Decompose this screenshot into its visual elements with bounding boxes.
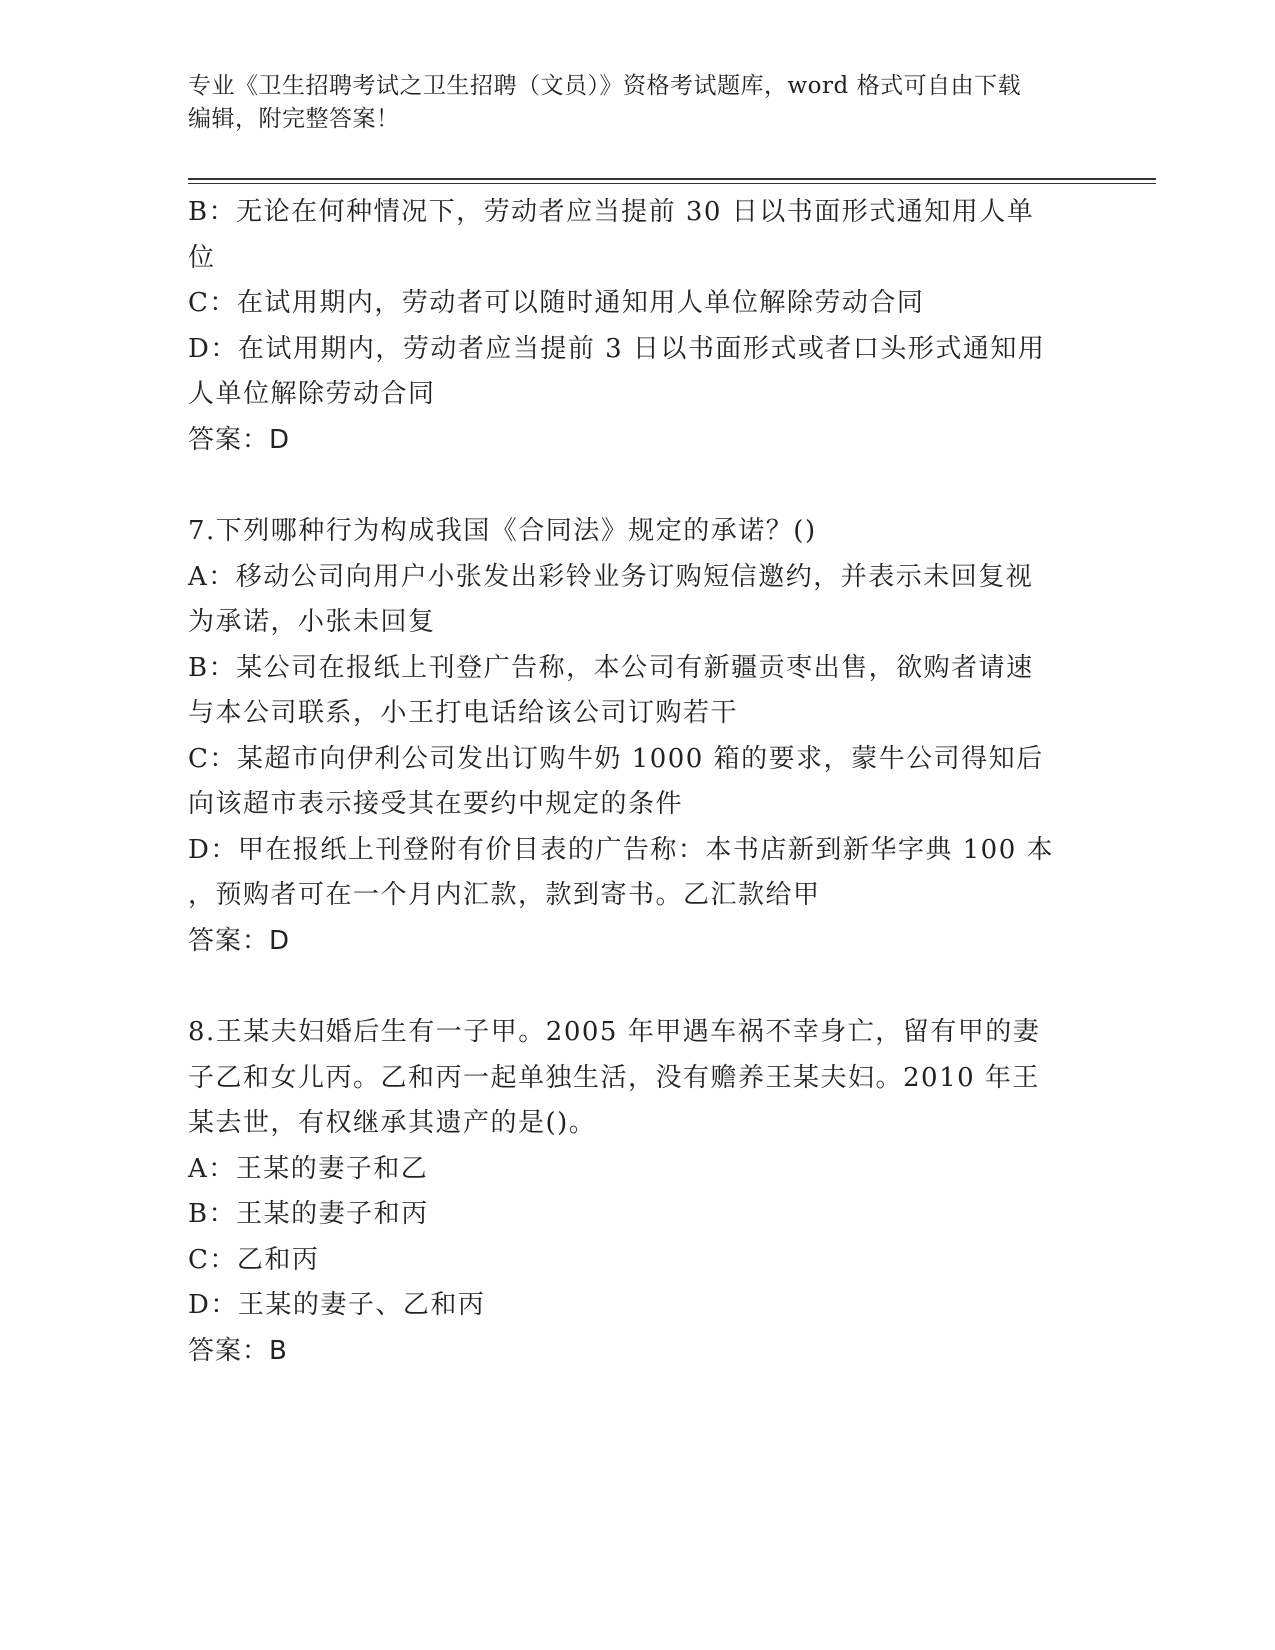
question-6: [188, 190, 1078, 463]
header-divider-thin: [188, 183, 1156, 184]
document-body: [188, 190, 1078, 1374]
q6-option-b-line-1: B：无论在何种情况下，劳动者应当提前 30 日以书面形式通知用人单: [188, 197, 1035, 227]
q7-option-d-line-2: ，预购者可在一个月内汇款，款到寄书。乙汇款给甲: [188, 880, 821, 910]
q6-option-c: C：在试用期内，劳动者可以随时通知用人单位解除劳动合同: [188, 288, 925, 318]
header-line-2: 编辑，附完整答案！: [188, 106, 400, 132]
document-header: [188, 70, 1068, 136]
q8-option-b: B：王某的妻子和丙: [188, 1199, 429, 1229]
q8-question-line-3: 某去世，有权继承其遗产的是()。: [188, 1108, 597, 1138]
q7-answer: 答案：D: [188, 925, 291, 956]
q8-option-a: A：王某的妻子和乙: [188, 1153, 429, 1184]
header-divider-thick: [188, 178, 1156, 180]
q6-option-d-line-2: 人单位解除劳动合同: [188, 379, 436, 409]
q8-answer: 答案：B: [188, 1335, 288, 1366]
question-7: [188, 509, 1078, 964]
spacer: [188, 463, 1078, 509]
q8-option-d: D：王某的妻子、乙和丙: [188, 1290, 486, 1320]
q6-answer: 答案：D: [188, 424, 291, 455]
q8-question-line-2: 子乙和女儿丙。乙和丙一起单独生活，没有赡养王某夫妇。2010 年王: [188, 1062, 1040, 1093]
q7-option-a-line-2: 为承诺，小张未回复: [188, 607, 436, 637]
q7-option-d-line-1: D：甲在报纸上刊登附有价目表的广告称：本书店新到新华字典 100 本: [188, 834, 1055, 865]
spacer: [188, 964, 1078, 1010]
q7-option-b-line-1: B：某公司在报纸上刊登广告称，本公司有新疆贡枣出售，欲购者请速: [188, 652, 1034, 683]
q7-option-b-line-2: 与本公司联系，小王打电话给该公司订购若干: [188, 698, 739, 728]
q6-option-d-line-1: D：在试用期内，劳动者应当提前 3 日以书面形式或者口头形式通知用: [188, 333, 1046, 364]
question-8: [188, 1010, 1078, 1374]
q8-question-line-1: 8.王某夫妇婚后生有一子甲。2005 年甲遇车祸不幸身亡，留有甲的妻: [188, 1017, 1041, 1047]
q6-option-b-line-2: 位: [188, 242, 216, 273]
q7-option-c-line-2: 向该超市表示接受其在要约中规定的条件: [188, 789, 684, 819]
header-line-1: 专业《卫生招聘考试之卫生招聘（文员）》资格考试题库，word 格式可自由下载: [188, 73, 1022, 99]
q8-option-c: C：乙和丙: [188, 1244, 320, 1275]
q7-option-a-line-1: A：移动公司向用户小张发出彩铃业务订购短信邀约，并表示未回复视: [188, 561, 1034, 592]
q7-option-c-line-1: C：某超市向伊利公司发出订购牛奶 1000 箱的要求，蒙牛公司得知后: [188, 743, 1044, 774]
q7-question: 7.下列哪种行为构成我国《合同法》规定的承诺？(): [188, 516, 817, 546]
